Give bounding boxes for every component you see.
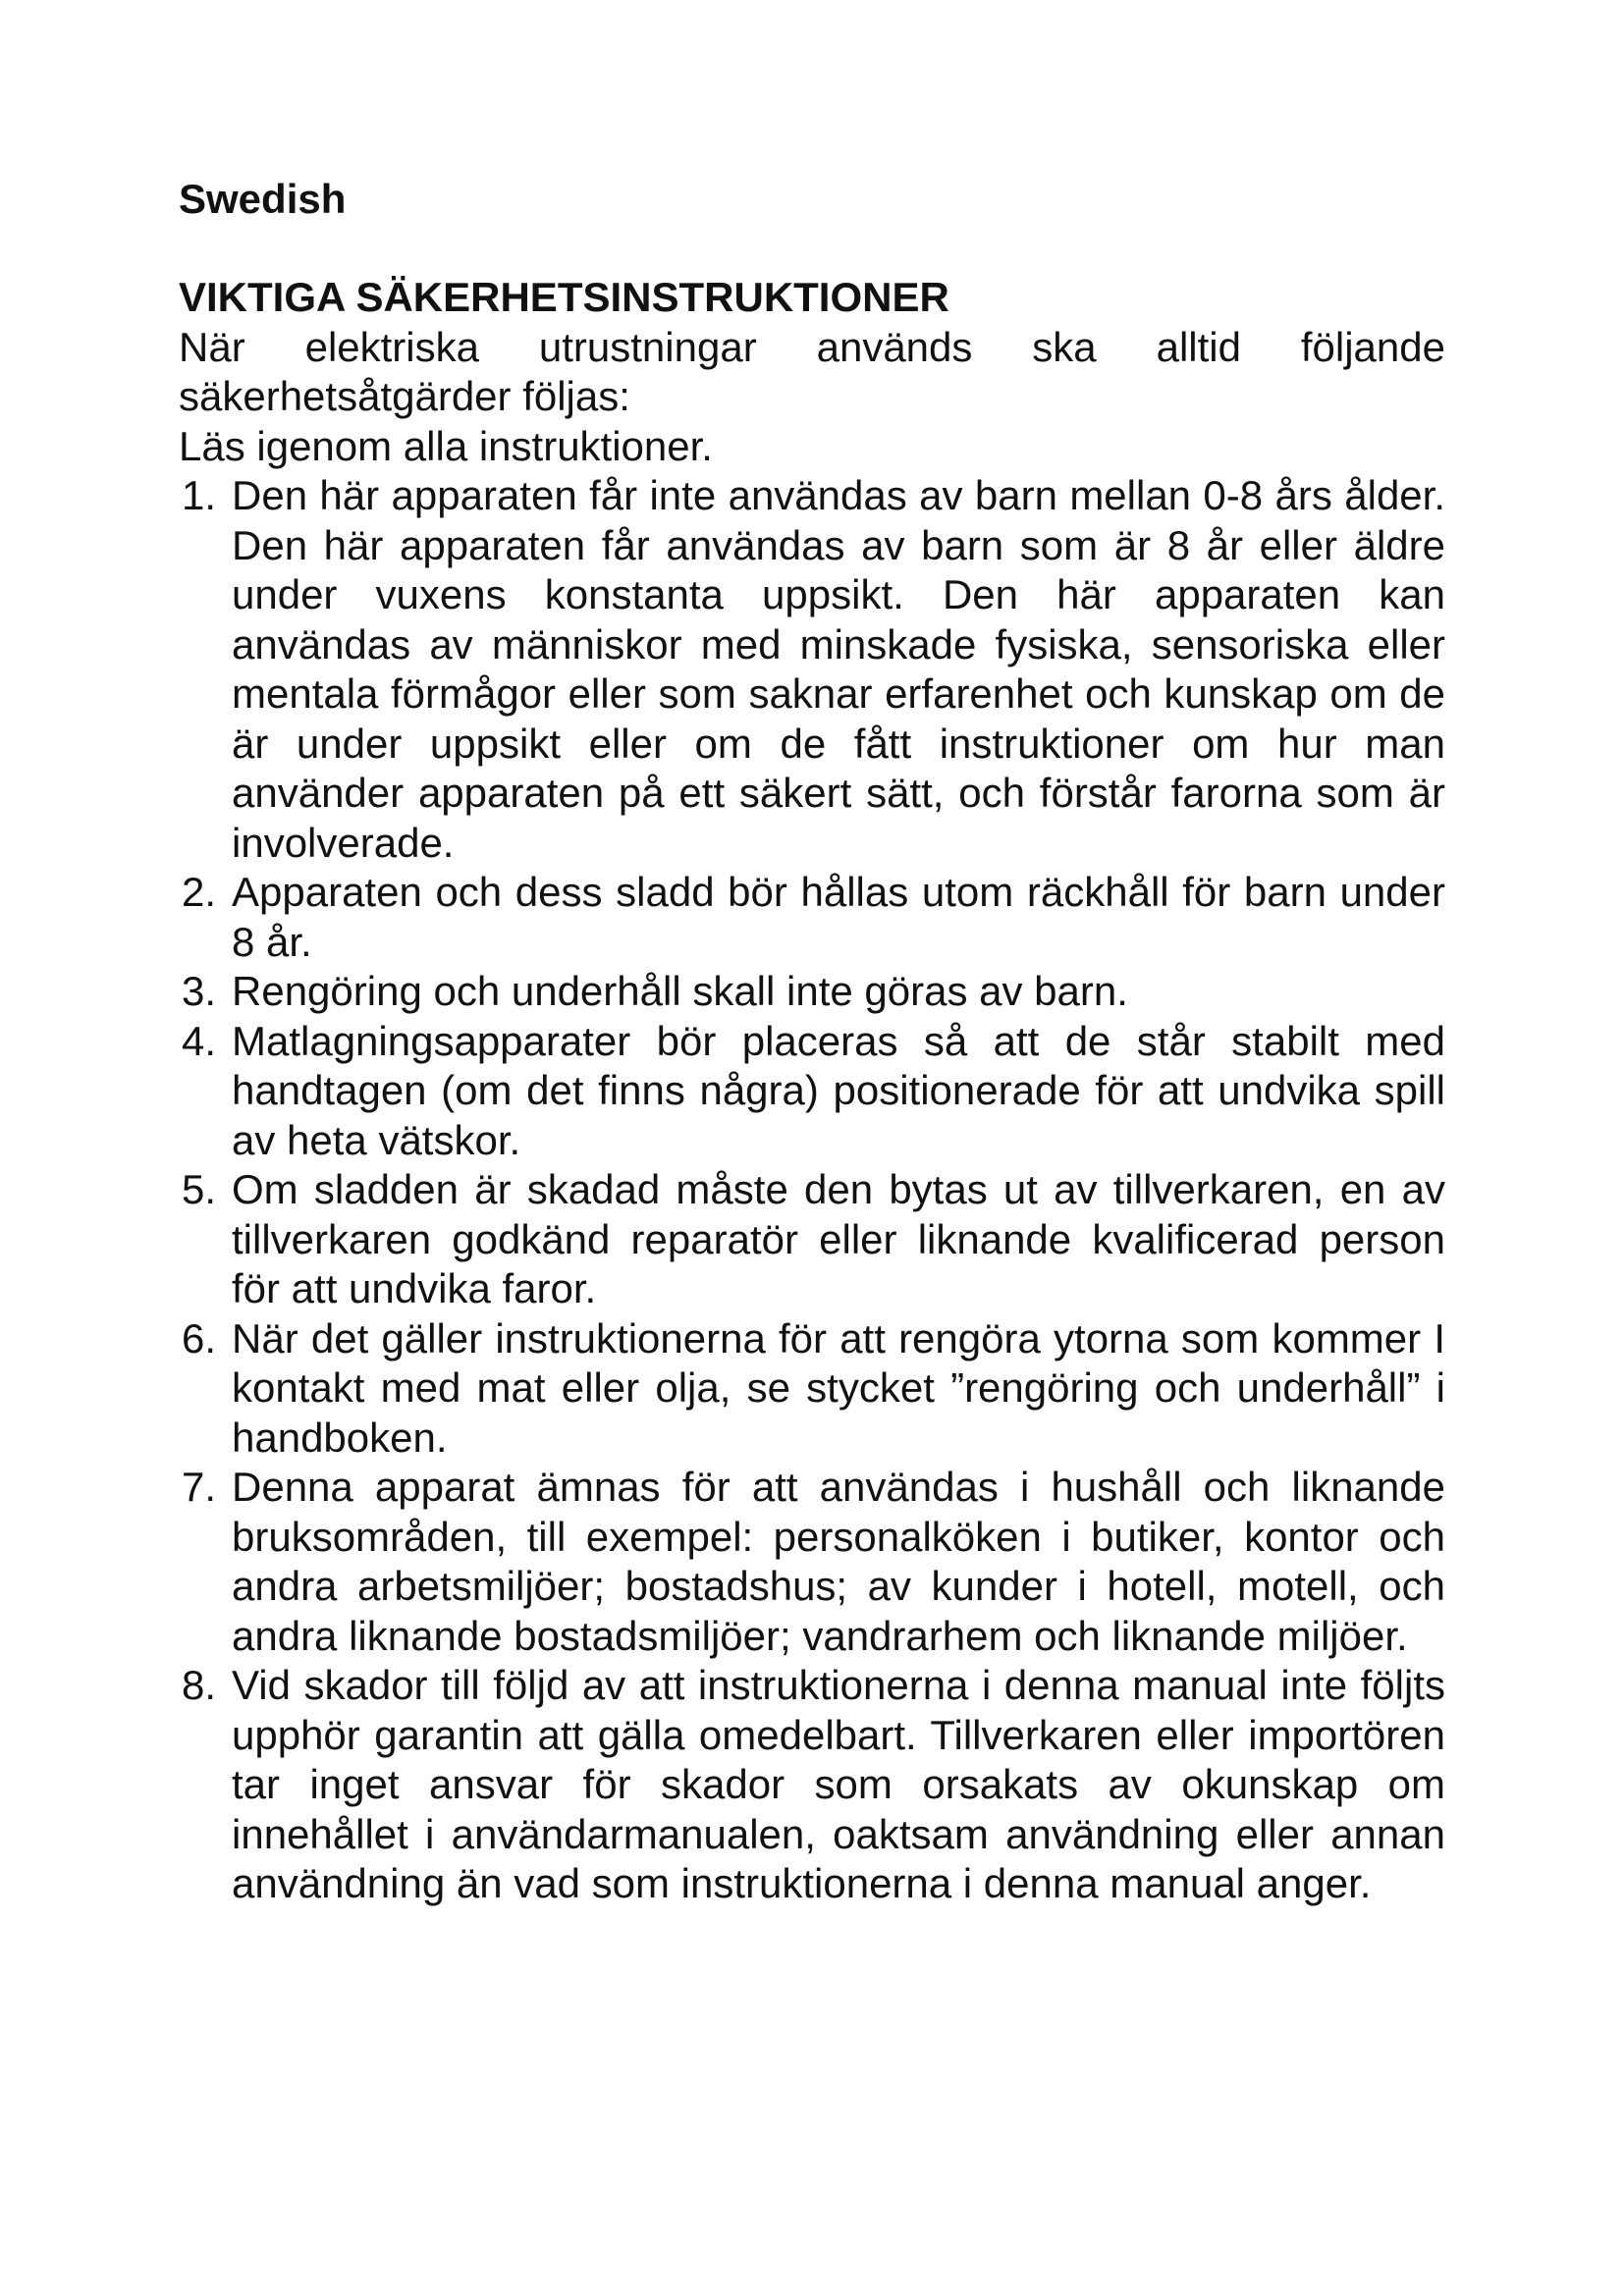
item-number: 5. [181, 1166, 216, 1212]
item-text: Denna apparat ämnas för att användas i hushåll och liknande bruksområden, till exempel: personalköken i butiker, kontor och andra arbetsmiljöer; bostadshus; av kunder i hotell, motell, och andra liknande bostadsmiljöer; vandrarhem och liknande miljöer. [232, 1464, 1445, 1659]
list-item [179, 1661, 1445, 1909]
item-number: 6. [181, 1314, 216, 1362]
list-item [179, 471, 1445, 868]
item-text: Den här apparaten får inte användas av barn mellan 0-8 års ålder. Den här apparaten får användas av barn som är 8 år eller äldre under vuxens konstanta uppsikt. Den här apparaten kan användas av människor med minskade fysiska, sensoriska eller mentala förmågor eller som saknar erfarenhet och kunskap om de är under uppsikt eller om de fått instruktioner om hur man använder apparaten på ett säkert sätt, och förstår farorna som är involverade. [232, 472, 1445, 866]
list-item [179, 1314, 1445, 1464]
item-text: Apparaten och dess sladd bör hållas utom räckhåll för barn under 8 år. [232, 869, 1445, 965]
intro-paragraph: När elektriska utrustningar används ska alltid följande säkerhetsåtgärder följas: [179, 323, 1445, 419]
item-number: 1. [181, 472, 216, 518]
list-item [179, 967, 1445, 1017]
list-item [179, 1165, 1445, 1314]
item-text: Rengöring och underhåll skall inte göras av barn. [232, 968, 1128, 1014]
item-number: 2. [181, 869, 216, 915]
item-number: 4. [181, 1017, 216, 1064]
read-all-instruction: Läs igenom alla instruktioner. [179, 422, 713, 469]
list-item [179, 1463, 1445, 1661]
list-item [179, 868, 1445, 967]
item-number: 3. [181, 968, 216, 1014]
item-number: 7. [181, 1464, 216, 1510]
item-text: Vid skador till följd av att instruktionerna i denna manual inte följts upphör garantin att gälla omedelbart. Tillverkaren eller importören tar inget ansvar för skador som orsakats av okunskap om innehållet i användarmanualen, oaktsam användning eller annan användning än vad som instruktionerna i denna manual anger. [232, 1662, 1445, 1906]
item-text: När det gäller instruktionerna för att rengöra ytorna som kommer I kontakt med mat eller olja, se stycket ”rengöring och underhåll” i handboken. [232, 1314, 1445, 1461]
item-text: Om sladden är skadad måste den bytas ut av tillverkaren, en av tillverkaren godkänd reparatör eller liknande kvalificerad person för att undvika faror. [232, 1166, 1445, 1311]
item-number: 8. [181, 1662, 216, 1708]
section-heading: VIKTIGA SÄKERHETSINSTRUKTIONER [179, 274, 949, 320]
language-label: Swedish [179, 176, 347, 222]
safety-instructions [179, 273, 1445, 1909]
instruction-list [179, 471, 1445, 1909]
list-item [179, 1017, 1445, 1166]
item-text: Matlagningsapparater bör placeras så att de står stabilt med handtagen (om det finns några) positionerade för att undvika spill av heta vätskor. [232, 1017, 1445, 1163]
